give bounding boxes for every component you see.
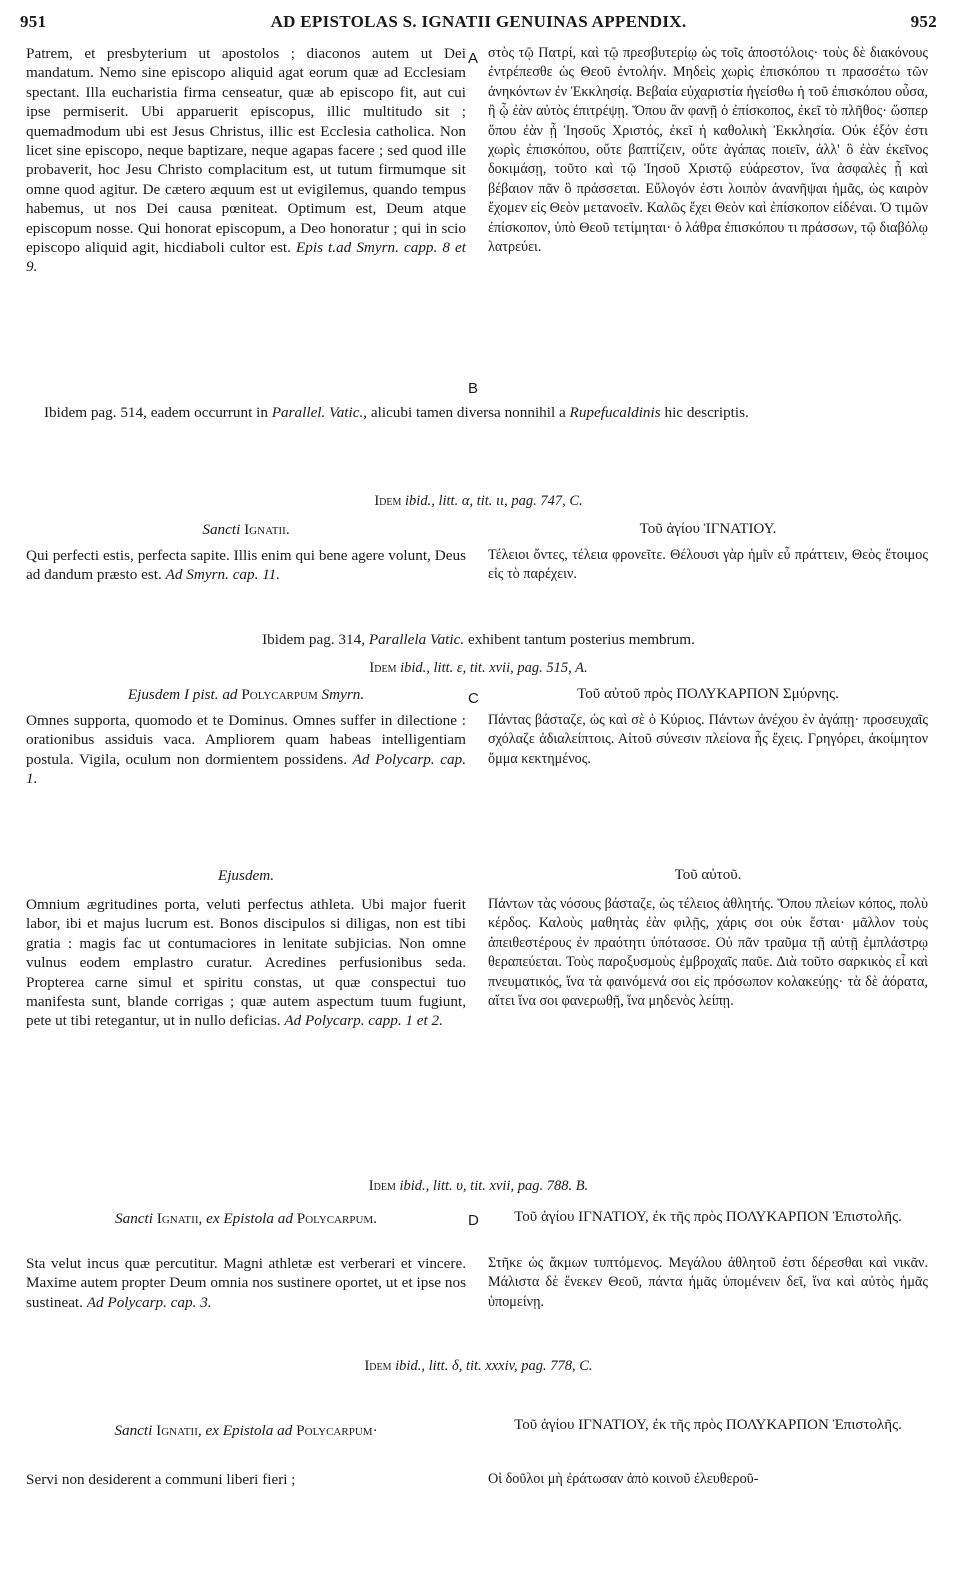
running-title: AD EPISTOLAS S. IGNATII GENUINAS APPENDIX. xyxy=(270,12,687,31)
note-1: Ibidem pag. 514, eadem occurrunt in Parallel. Vatic., alicubi tamen diversa nonnihil a Rupefucaldinis hic descriptis. xyxy=(44,404,749,421)
margin-marker-a: A xyxy=(468,50,479,67)
greek-heading-2: Τοῦ ἁγίου ἸΓΝΑΤΙΟΥ. xyxy=(639,521,777,537)
reference-line-3: Idem ibid., litt. υ, tit. xvii, pag. 788. B. xyxy=(368,1178,589,1194)
greek-heading-5: Τοῦ ἁγίου ΙΓΝΑΤΙΟΥ, ἐκ τῆς πρὸς ΠΟΛΥΚΑΡΠΟΝ Ἐπιστολῆς. xyxy=(514,1209,902,1225)
reference-line-2: Idem ibid., litt. ε, tit. xvii, pag. 515, A. xyxy=(369,660,588,676)
greek-passage-5: Στῆκε ὡς ἄκμων τυπτόμενος. Μεγάλου ἀθλητοῦ ἐστι δέρεσθαι καὶ νικᾶν. Μάλιστα δὲ ἕνεκεν Θεοῦ, πάντα ἡμᾶς ὑπομένειν δεῖ, ἵνα καὶ αὐτὸς ἡμᾶς ὑπομείνῃ. xyxy=(488,1255,928,1310)
latin-heading-5: Sancti Ignatii, ex Epistola ad Polycarpum. xyxy=(115,1210,377,1227)
latin-passage-2: Qui perfecti estis, perfecta sapite. Illis enim qui bene agere volunt, Deus ad dandum præsto est. Ad Smyrn. cap. 11. xyxy=(26,547,466,584)
greek-passage-1: στὸς τῷ Πατρί, καὶ τῷ πρεσβυτερίῳ ὡς τοῖς ἀποστόλοις· τοὺς δὲ διακόνους ἐντρέπεσθε ὡς Θεοῦ ἐντολήν. Μηδεὶς χωρὶς ἐπισκόπου τι πρασσέτω τῶν ἀνηκόντων ἐν Ἐκκλησίᾳ. Βεβαία εὐχαριστία ἡγείσθω ἡ τοῦ ἐπισκόπου οὖσα, ἢ ᾧ ἐὰν αὐτὸς ἐπιτρέψῃ. Ὅπου ἂν φανῇ ὁ ἐπίσκοπος, ἐκεῖ τὸ πλῆθος· ὥσπερ ὅπου ἐὰν ᾖ Ἰησοῦς Χριστός, ἐκεῖ ἡ καθολικὴ Ἐκκλησία. Οὐκ ἐξόν ἐστι χωρὶς ἐπισκόπου, οὔτε βαπτίζειν, οὔτε ἀγάπας ποιεῖν, ἀλλ' ὃ ἐὰν ἐκεῖνος δοκιμάσῃ, τοῦτο καὶ τῷ Ἰησοῦ Χριστῷ εὐάρεστον, ἵνα ἀσφαλὲς ᾖ καὶ βέβαιον πᾶν ὃ πράσσεται. Εὔλογόν ἐστι λοιπὸν ἀνανῆψαι ἡμᾶς, ὡς καιρὸν ἔχομεν εἰς Θεὸν μετανοεῖν. Καλῶς ἔχει Θεὸν καὶ ἐπίσκοπον εἰδέναι. Ὁ τιμῶν ἐπίσκοπον, ὑπὸ Θεοῦ τετίμηται· ὁ λάθρα ἐπισκόπου τι πράσσων, τῷ διαβόλῳ λατρεύει. xyxy=(488,45,928,256)
latin-heading-6: Sancti Ignatii, ex Epistola ad Polycarpum· xyxy=(114,1422,378,1439)
latin-heading-2: Sancti Ignatii. xyxy=(202,521,290,538)
latin-citation: Epis t.ad Smyrn. capp. 8 et 9. xyxy=(26,239,466,276)
running-head xyxy=(20,12,937,38)
latin-passage-1 xyxy=(26,44,466,277)
latin-text: Patrem, et presbyterium ut apostolos ; diaconos autem ut Dei mandatum. Nemo sine episcopo aliquid agat eorum quæ ad Ecclesiam spectant. Illa eucharistia firma censeatur, quæ ab episcopo fit, aut cui ipse permiserit. Ubi apparuerit episcopus, illic multitudo sit ; quemadmodum ubi est Jesus Christus, illic est Ecclesia catholica. Non licet sine episcopo, neque baptizare, neque agapas facere ; sed quod ille probaverit, hoc Jesu Christo complacitum est, ut tutum firmumque sit omne quod agitur. De cætero æquum est ut evigilemus, quando tempus habemus, ut nos Dei causa pœniteat. Optimum est, Deum atque episcopum nosse. Qui honorat episcopum, a Deo honoratur ; qui in scio episcopo aliquid agit, hicdiaboli cultor est. xyxy=(26,45,466,257)
latin-passage-3: Omnes supporta, quomodo et te Dominus. Omnes suffer in dilectione : orationibus assiduis vaca. Ampliorem quam habeas intelligentiam postula. Vigila, oculum non dormientem possidens. Ad Polycarp. cap. 1. xyxy=(26,712,466,788)
greek-passage-6: Οἱ δοῦλοι μὴ ἐράτωσαν ἀπὸ κοινοῦ ἐλευθεροῦ- xyxy=(488,1471,759,1487)
reference-line-1: Idem ibid., litt. α, tit. ιι, pag. 747, C. xyxy=(374,493,583,509)
page-number-right: 952 xyxy=(910,12,937,31)
page-number-left: 951 xyxy=(20,12,47,31)
latin-heading-4: Ejusdem. xyxy=(217,867,275,884)
margin-marker-b: B xyxy=(468,380,479,397)
reference-line-4: Idem ibid., litt. δ, tit. xxxiv, pag. 778, C. xyxy=(364,1358,593,1374)
greek-passage-2: Τέλειοι ὄντες, τέλεια φρονεῖτε. Θέλουσι γὰρ ἡμῖν εὖ πράττειν, Θεὸς ἕτοιμος εἰς τὸ παρέχειν. xyxy=(488,547,928,583)
greek-passage-4: Πάντων τὰς νόσους βάσταζε, ὡς τέλειος ἀθλητής. Ὅπου πλείων κόπος, πολὺ κέρδος. Καλοὺς μαθητὰς ἐὰν φιλῇς, χάρις σοι οὐκ ἔσται· μᾶλλον τοὺς ἀπειθεστέρους ἐν πραότητι ὑπότασσε. Οὐ πᾶν τραῦμα τῇ αὐτῇ ἐμπλάστρῳ θεραπεύεται. Τοὺς παροξυσμοὺς ἐμβροχαῖς παῦε. Διὰ τοῦτο σαρκικὸς εἶ καὶ πνευματικός, ἵνα τὰ φαινόμενά σοι εἰς πρόσωπον κολακεύῃς· τὰ δὲ ἀόρατα, αἴτει ἵνα σοι φανερωθῇ, ἵνα μηδενὸς λείπῃ. xyxy=(488,896,928,1010)
note-2: Ibidem pag. 314, Parallela Vatic. exhibent tantum posterius membrum. xyxy=(262,631,695,648)
margin-marker-d: D xyxy=(468,1212,479,1229)
latin-passage-6: Servi non desiderent a communi liberi fieri ; xyxy=(26,1471,296,1488)
margin-marker-c: C xyxy=(468,690,479,707)
greek-heading-3: Τοῦ αὐτοῦ πρὸς ΠΟΛΥΚΑΡΠΟΝ Σμύρνης. xyxy=(577,686,839,702)
latin-passage-4: Omnium ægritudines porta, veluti perfectus athleta. Ubi major fuerit labor, ibi et majus lucrum est. Bonos discipulos si diligas, non est tibi gratia : magis fac ut contumaciores in lenitate subjicias. Non omne vulnus eodem emplastro curatur. Acredines perfusionibus seda. Propterea carne simul et spiritu constas, ut quæ conspectui tuo manifesta sunt, blande corrigas ; quæ autem aspectum tuum fugiunt, pete ut tibi retegantur, ut in nullo deficias. Ad Polycarp. capp. 1 et 2. xyxy=(26,896,466,1030)
latin-heading-3: Ejusdem I pist. ad Polycarpum Smyrn. xyxy=(127,686,365,703)
greek-heading-6: Τοῦ ἁγίου ΙΓΝΑΤΙΟΥ, ἐκ τῆς πρὸς ΠΟΛΥΚΑΡΠΟΝ Ἐπιστολῆς. xyxy=(514,1417,902,1433)
latin-passage-5: Sta velut incus quæ percutitur. Magni athletæ est verberari et vincere. Maxime autem propter Deum omnia nos sustinere oportet, ut et ipse nos sustineat. Ad Polycarp. cap. 3. xyxy=(26,1255,466,1311)
greek-passage-3: Πάντας βάσταζε, ὡς καὶ σὲ ὁ Κύριος. Πάντων ἀνέχου ἐν ἀγάπῃ· προσευχαῖς σχόλαζε ἀδιαλείπτοις. Αἰτοῦ σύνεσιν πλείονα ἧς ἔχεις. Γρηγόρει, ἀκοίμητον ὄμμα κεκτημένος. xyxy=(488,712,928,767)
greek-heading-4: Τοῦ αὐτοῦ. xyxy=(674,867,742,883)
